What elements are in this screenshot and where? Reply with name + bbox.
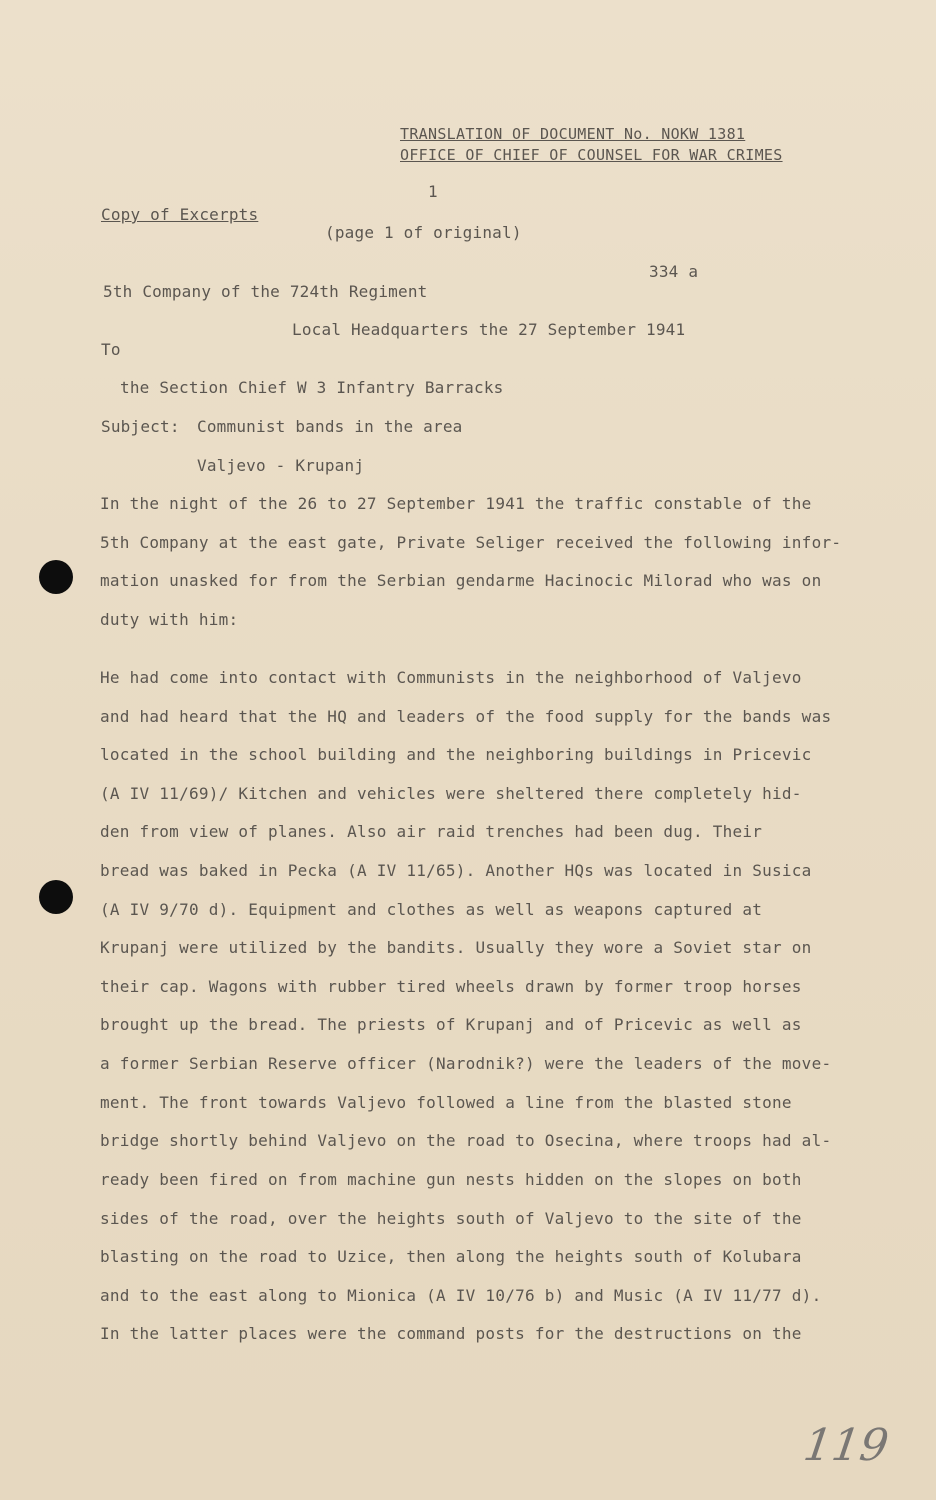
paragraph-2-line: their cap. Wagons with rubber tired wheels drawn by former troop horses (100, 977, 802, 996)
paragraph-2-line: ready been fired on from machine gun nests hidden on the slopes on both (100, 1170, 802, 1189)
page-note: (page 1 of original) (325, 223, 522, 242)
subject-line-1: Communist bands in the area (197, 417, 463, 436)
subject-label: Subject: (101, 417, 180, 436)
translation-header-line2: OFFICE OF CHIEF OF COUNSEL FOR WAR CRIMES (400, 146, 783, 164)
paragraph-2-line: ment. The front towards Valjevo followed a line from the blasted stone (100, 1093, 792, 1112)
paragraph-2-line: and had heard that the HQ and leaders of the food supply for the bands was (100, 707, 832, 726)
paragraph-2-line: bridge shortly behind Valjevo on the road to Osecina, where troops had al- (100, 1131, 832, 1150)
paragraph-2-line: and to the east along to Mionica (A IV 10/76 b) and Music (A IV 11/77 d). (100, 1286, 822, 1305)
handwritten-page-number: 119 (800, 1420, 892, 1471)
paragraph-2-line: located in the school building and the neighboring buildings in Pricevic (100, 745, 812, 764)
location-date: Local Headquarters the 27 September 1941 (292, 320, 686, 339)
to-label: To (101, 340, 121, 359)
translation-header-line1: TRANSLATION OF DOCUMENT No. NOKW 1381 (400, 125, 746, 143)
paragraph-2-line: den from view of planes. Also air raid trenches had been dug. Their (100, 822, 763, 841)
punch-hole (39, 560, 73, 594)
paragraph-2-line: Krupanj were utilized by the bandits. Usually they wore a Soviet star on (100, 938, 812, 957)
document-reference: 334 a (649, 262, 699, 281)
punch-hole (39, 880, 73, 914)
paragraph-2-line: He had come into contact with Communists in the neighborhood of Valjevo (100, 668, 802, 687)
paragraph-2-line: (A IV 11/69)/ Kitchen and vehicles were sheltered there completely hid- (100, 784, 802, 803)
paragraph-2-line: In the latter places were the command posts for the destructions on the (100, 1324, 802, 1343)
subject-line-2: Valjevo - Krupanj (197, 456, 365, 475)
paragraph-1-line: 5th Company at the east gate, Private Seliger received the following infor- (100, 533, 842, 552)
paragraph-1-line: duty with him: (100, 610, 239, 629)
paragraph-2-line: a former Serbian Reserve officer (Narodnik?) were the leaders of the move- (100, 1054, 832, 1073)
page-number-top: 1 (428, 182, 438, 201)
paragraph-2-line: blasting on the road to Uzice, then along the heights south of Kolubara (100, 1247, 802, 1266)
recipient: the Section Chief W 3 Infantry Barracks (120, 378, 504, 397)
paragraph-1-line: mation unasked for from the Serbian gendarme Hacinocic Milorad who was on (100, 571, 822, 590)
paragraph-2-line: sides of the road, over the heights south of Valjevo to the site of the (100, 1209, 802, 1228)
from-unit: 5th Company of the 724th Regiment (103, 282, 428, 301)
paragraph-2-line: (A IV 9/70 d). Equipment and clothes as well as weapons captured at (100, 900, 763, 919)
paragraph-2-line: bread was baked in Pecka (A IV 11/65). Another HQs was located in Susica (100, 861, 812, 880)
paragraph-2-line: brought up the bread. The priests of Krupanj and of Pricevic as well as (100, 1015, 802, 1034)
paragraph-1-line: In the night of the 26 to 27 September 1941 the traffic constable of the (100, 494, 812, 513)
copy-label: Copy of Excerpts (101, 205, 259, 224)
